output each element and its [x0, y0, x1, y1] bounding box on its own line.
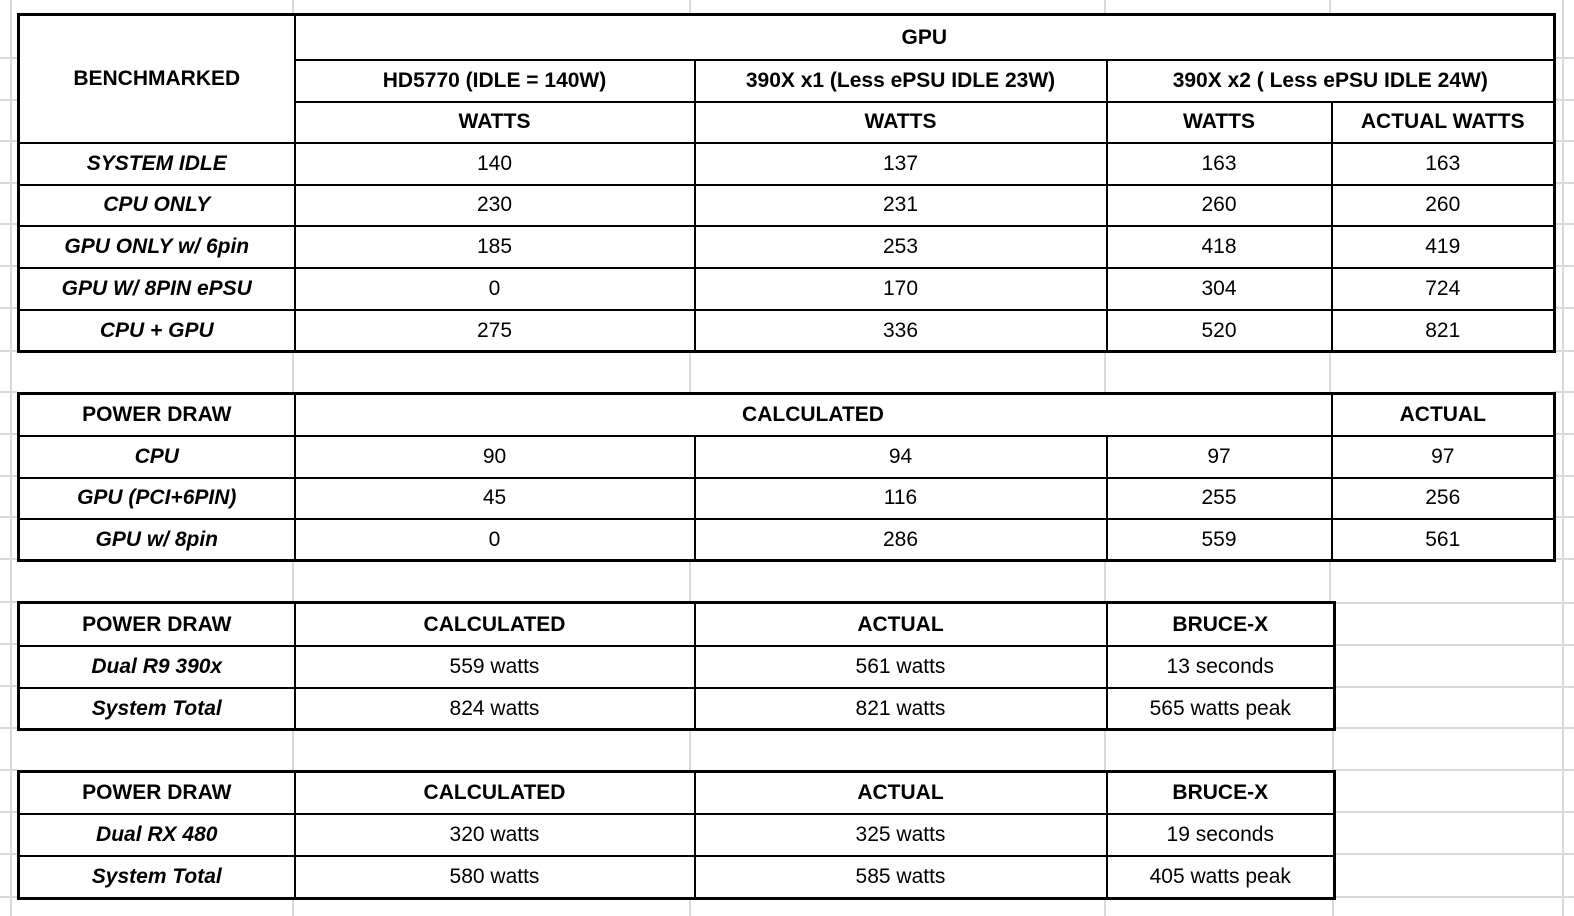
value-cell[interactable]: 163 — [1332, 143, 1555, 185]
value-cell[interactable]: 140 — [295, 143, 695, 185]
value-cell[interactable]: 565 watts peak — [1107, 688, 1335, 730]
value-cell[interactable]: 97 — [1332, 436, 1555, 478]
table-row — [19, 814, 1335, 856]
gpu-group-header-cell[interactable]: GPU — [295, 15, 1555, 60]
table-row — [19, 310, 1555, 352]
value-cell[interactable]: 253 — [695, 226, 1107, 268]
value-cell[interactable]: 0 — [295, 519, 695, 561]
value-cell[interactable]: 405 watts peak — [1107, 856, 1335, 899]
value-cell[interactable]: 256 — [1332, 478, 1555, 519]
value-cell[interactable]: 260 — [1332, 185, 1555, 226]
value-cell[interactable]: 561 — [1332, 519, 1555, 561]
table-row — [19, 688, 1335, 730]
value-cell[interactable]: 97 — [1107, 436, 1332, 478]
value-cell[interactable]: 561 watts — [695, 646, 1107, 688]
value-cell[interactable]: 559 watts — [295, 646, 695, 688]
unit-header-cell[interactable]: WATTS — [695, 102, 1107, 143]
table-row — [19, 478, 1555, 519]
row-label-cell[interactable]: System Total — [19, 856, 295, 899]
power-draw-table — [17, 392, 1556, 562]
value-cell[interactable]: 260 — [1107, 185, 1332, 226]
unit-header-cell[interactable]: WATTS — [295, 102, 695, 143]
value-cell[interactable]: 418 — [1107, 226, 1332, 268]
table-row — [19, 185, 1555, 226]
value-cell[interactable]: 185 — [295, 226, 695, 268]
power-draw-header-cell[interactable]: POWER DRAW — [19, 394, 295, 436]
value-cell[interactable]: 275 — [295, 310, 695, 352]
row-label-cell[interactable]: GPU (PCI+6PIN) — [19, 478, 295, 519]
value-cell[interactable]: 94 — [695, 436, 1107, 478]
value-cell[interactable]: 90 — [295, 436, 695, 478]
value-cell[interactable]: 286 — [695, 519, 1107, 561]
value-cell[interactable]: 336 — [695, 310, 1107, 352]
value-cell[interactable]: 163 — [1107, 143, 1332, 185]
bruce-x-header-cell[interactable]: BRUCE-X — [1107, 772, 1335, 814]
value-cell[interactable]: 304 — [1107, 268, 1332, 310]
bruce-x-header-cell[interactable]: BRUCE-X — [1107, 603, 1335, 646]
actual-header-cell[interactable]: ACTUAL — [695, 772, 1107, 814]
value-cell[interactable]: 821 — [1332, 310, 1555, 352]
value-cell[interactable]: 45 — [295, 478, 695, 519]
table-row — [19, 519, 1555, 561]
rx-480-summary-table — [17, 770, 1336, 900]
corner-header-cell[interactable]: BENCHMARKED — [19, 15, 295, 143]
calculated-header-cell[interactable]: CALCULATED — [295, 772, 695, 814]
value-cell[interactable]: 116 — [695, 478, 1107, 519]
r9-390x-summary-table — [17, 601, 1336, 731]
table-row — [19, 143, 1555, 185]
row-label-cell[interactable]: GPU w/ 8pin — [19, 519, 295, 561]
actual-header-cell[interactable]: ACTUAL — [695, 603, 1107, 646]
table-row — [19, 856, 1335, 899]
row-label-cell[interactable]: GPU ONLY w/ 6pin — [19, 226, 295, 268]
value-cell[interactable]: 520 — [1107, 310, 1332, 352]
value-cell[interactable]: 419 — [1332, 226, 1555, 268]
value-cell[interactable]: 580 watts — [295, 856, 695, 899]
row-label-cell[interactable]: CPU ONLY — [19, 185, 295, 226]
power-draw-header-cell[interactable]: POWER DRAW — [19, 772, 295, 814]
table-row — [19, 646, 1335, 688]
value-cell[interactable]: 137 — [695, 143, 1107, 185]
row-label-cell[interactable]: Dual R9 390x — [19, 646, 295, 688]
value-cell[interactable]: 559 — [1107, 519, 1332, 561]
row-label-cell[interactable]: GPU W/ 8PIN ePSU — [19, 268, 295, 310]
benchmark-table — [17, 13, 1556, 353]
power-draw-header-cell[interactable]: POWER DRAW — [19, 603, 295, 646]
row-label-cell[interactable]: System Total — [19, 688, 295, 730]
col-header-390x-x2[interactable]: 390X x2 ( Less ePSU IDLE 24W) — [1107, 60, 1555, 102]
value-cell[interactable]: 325 watts — [695, 814, 1107, 856]
table-row — [19, 268, 1555, 310]
value-cell[interactable]: 824 watts — [295, 688, 695, 730]
col-header-390x-x1[interactable]: 390X x1 (Less ePSU IDLE 23W) — [695, 60, 1107, 102]
value-cell[interactable]: 821 watts — [695, 688, 1107, 730]
value-cell[interactable]: 170 — [695, 268, 1107, 310]
value-cell[interactable]: 585 watts — [695, 856, 1107, 899]
value-cell[interactable]: 0 — [295, 268, 695, 310]
value-cell[interactable]: 724 — [1332, 268, 1555, 310]
actual-header-cell[interactable]: ACTUAL — [1332, 394, 1555, 436]
table-row — [19, 436, 1555, 478]
calculated-header-cell[interactable]: CALCULATED — [295, 603, 695, 646]
value-cell[interactable]: 255 — [1107, 478, 1332, 519]
unit-header-cell[interactable]: ACTUAL WATTS — [1332, 102, 1555, 143]
value-cell[interactable]: 13 seconds — [1107, 646, 1335, 688]
value-cell[interactable]: 231 — [695, 185, 1107, 226]
col-header-hd5770[interactable]: HD5770 (IDLE = 140W) — [295, 60, 695, 102]
calculated-header-cell[interactable]: CALCULATED — [295, 394, 1332, 436]
row-label-cell[interactable]: CPU + GPU — [19, 310, 295, 352]
row-label-cell[interactable]: Dual RX 480 — [19, 814, 295, 856]
value-cell[interactable]: 230 — [295, 185, 695, 226]
table-row — [19, 226, 1555, 268]
value-cell[interactable]: 19 seconds — [1107, 814, 1335, 856]
row-label-cell[interactable]: CPU — [19, 436, 295, 478]
unit-header-cell[interactable]: WATTS — [1107, 102, 1332, 143]
value-cell[interactable]: 320 watts — [295, 814, 695, 856]
row-label-cell[interactable]: SYSTEM IDLE — [19, 143, 295, 185]
